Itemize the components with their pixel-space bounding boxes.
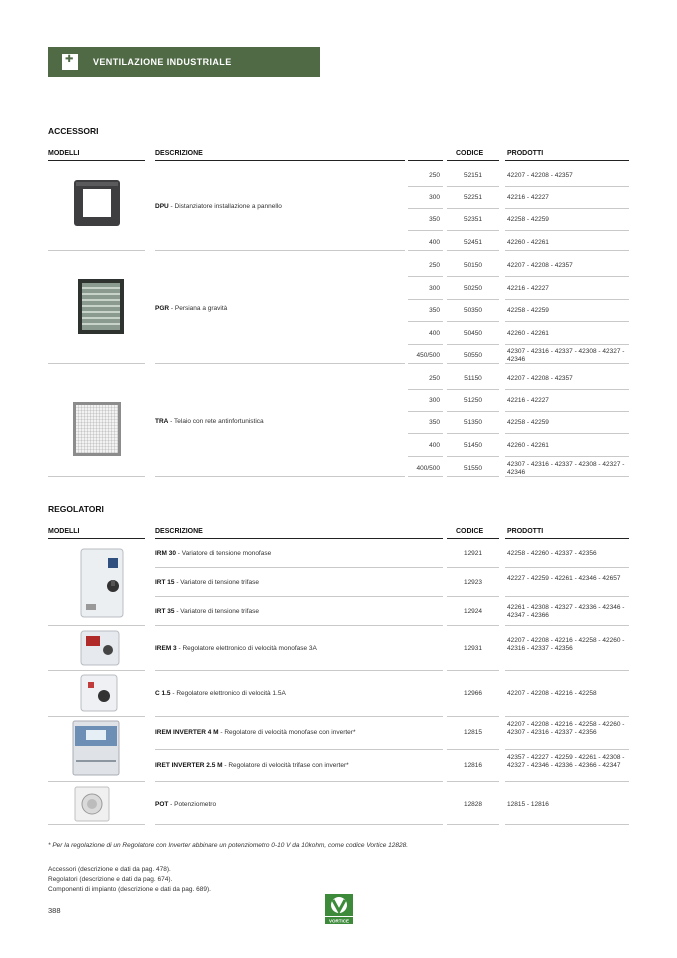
regolatore-name: IREM 3	[155, 645, 177, 652]
reg-col-codice: CODICE	[456, 528, 484, 535]
acc-col-modelli: MODELLI	[48, 150, 80, 157]
prodotti-cell: 42207 - 42208 - 42357	[507, 375, 573, 382]
codice-cell: 51250	[463, 397, 483, 404]
prodotti-cell: 42216 - 42227	[507, 194, 549, 201]
acc-desc-dpu: DPU - Distanziatore installazione a pannello	[155, 203, 282, 210]
size-cell: 350	[429, 216, 440, 223]
row-separator	[155, 596, 443, 597]
row-separator	[155, 781, 443, 782]
size-cell: 400/500	[416, 465, 440, 472]
regolatore-name: IRET INVERTER 2.5 M	[155, 762, 223, 769]
row-separator	[155, 670, 443, 671]
row-separator	[505, 186, 629, 187]
image-separator	[48, 670, 145, 671]
row-separator	[408, 299, 443, 300]
fan-category-icon	[62, 54, 78, 70]
regolatore-desc: - Variatore di tensione trifase	[174, 608, 259, 615]
reg-header-rule	[48, 538, 145, 539]
acc-header-rule	[48, 160, 145, 161]
codice-cell: 12816	[463, 762, 483, 769]
codice-cell: 12921	[463, 550, 483, 557]
prodotti-cell: 42207 - 42208 - 42216 - 42258 - 42260 - 42316 - 42337 - 42356	[507, 637, 625, 652]
codice-cell: 12815	[463, 729, 483, 736]
reg-col-prodotti: PRODOTTI	[507, 528, 544, 535]
row-separator	[447, 321, 499, 322]
regolatore-description	[155, 729, 445, 737]
prodotti-cell: 42307 - 42316 - 42337 - 42308 - 42327 - 42346	[507, 461, 625, 476]
inverter-footnote: * Per la regolazione di un Regolatore con Inverter abbinare un potenziometro 0-10 V da 10kohm, come codice Vortice 12828.	[48, 842, 409, 849]
row-separator	[447, 208, 499, 209]
row-separator	[408, 208, 443, 209]
accessori-title: ACCESSORI	[48, 126, 99, 136]
ref-regolatori: Regolatori (descrizione e dati da pag. 674).	[48, 876, 173, 883]
row-separator	[505, 625, 629, 626]
row-separator	[505, 456, 629, 457]
row-separator	[447, 276, 499, 277]
row-separator	[505, 781, 629, 782]
pgr-shutter-image	[77, 278, 125, 335]
image-separator	[48, 781, 145, 782]
codice-cell: 50350	[463, 307, 483, 314]
prodotti-cell: 42227 - 42259 - 42261 - 42346 - 42657	[507, 575, 621, 582]
regolatore-name: IRM 30	[155, 550, 176, 557]
regolatore-description	[155, 762, 445, 770]
group-separator	[155, 250, 405, 251]
acc-header-rule	[447, 160, 499, 161]
regolatore-desc: - Regolatore elettronico di velocità monofase 3A	[176, 645, 317, 652]
row-separator	[447, 596, 499, 597]
prodotti-cell: 42207 - 42208 - 42216 - 42258 - 42260 - 42307 - 42316 - 42337 - 42356	[507, 721, 625, 736]
acc-col-prodotti: PRODOTTI	[507, 150, 544, 157]
irem3-regulator-image	[80, 630, 120, 666]
row-separator	[447, 567, 499, 568]
row-separator	[505, 389, 629, 390]
regolatore-desc: - Regolatore elettronico di velocità 1.5A	[170, 690, 286, 697]
prodotti-cell: 42261 - 42308 - 42327 - 42336 - 42346 - 42347 - 42366	[507, 604, 625, 619]
row-separator	[447, 670, 499, 671]
regolatore-name: IRT 35	[155, 608, 175, 615]
size-cell: 300	[429, 397, 440, 404]
row-separator	[408, 276, 443, 277]
prodotti-cell: 42258 - 42260 - 42337 - 42356	[507, 550, 597, 557]
dpu-spacer-image	[72, 178, 122, 228]
codice-cell: 52451	[463, 239, 483, 246]
regolatore-description	[155, 645, 445, 653]
ref-componenti: Componenti di impianto (descrizione e dati da pag. 689).	[48, 886, 211, 893]
row-separator	[447, 389, 499, 390]
row-separator	[505, 567, 629, 568]
vortice-logo	[325, 894, 353, 924]
group-separator	[408, 476, 443, 477]
row-separator	[505, 344, 629, 345]
row-separator	[408, 321, 443, 322]
size-cell: 350	[429, 307, 440, 314]
codice-cell: 12931	[463, 645, 483, 652]
row-separator	[505, 824, 629, 825]
row-separator	[155, 716, 443, 717]
row-separator	[155, 824, 443, 825]
irm-irt-regulator-image	[80, 548, 124, 618]
codice-cell: 52351	[463, 216, 483, 223]
prodotti-cell: 42307 - 42316 - 42337 - 42308 - 42327 - 42346	[507, 348, 625, 363]
size-cell: 400	[429, 239, 440, 246]
group-separator	[155, 476, 405, 477]
regolatore-desc: - Regolatore di velocità trifase con inverter*	[222, 762, 349, 769]
acc-desc-pgr: PGR - Persiana a gravità	[155, 305, 228, 312]
codice-cell: 51150	[464, 375, 482, 382]
acc-col-descrizione: DESCRIZIONE	[155, 150, 203, 157]
codice-cell: 12924	[463, 608, 483, 615]
row-separator	[505, 321, 629, 322]
acc-header-rule	[155, 160, 405, 161]
regolatore-desc: - Variatore di tensione monofase	[175, 550, 272, 557]
regolatore-description	[155, 579, 445, 587]
image-separator	[48, 716, 145, 717]
row-separator	[155, 625, 443, 626]
row-separator	[505, 299, 629, 300]
banner-title: VENTILAZIONE INDUSTRIALE	[93, 57, 232, 67]
inverter-regulator-image	[72, 720, 120, 776]
row-separator	[447, 411, 499, 412]
row-separator	[447, 781, 499, 782]
acc-header-rule	[408, 160, 443, 161]
group-separator	[155, 363, 405, 364]
row-separator	[155, 567, 443, 568]
regolatore-name: POT	[155, 801, 169, 808]
regolatore-desc: - Variatore di tensione trifase	[174, 579, 259, 586]
prodotti-cell: 42207 - 42208 - 42357	[507, 172, 573, 179]
acc-desc-tra: TRA - Telaio con rete antinfortunistica	[155, 418, 264, 425]
size-cell: 250	[429, 375, 440, 382]
regolatore-desc: - Regolatore di velocità monofase con inverter*	[218, 729, 356, 736]
row-separator	[408, 186, 443, 187]
row-separator	[447, 625, 499, 626]
regolatore-name: C 1.5	[155, 690, 171, 697]
row-separator	[505, 276, 629, 277]
codice-cell: 12923	[463, 579, 483, 586]
regolatore-description	[155, 801, 445, 809]
prodotti-cell: 42357 - 42227 - 42259 - 42261 - 42308 - 42327 - 42346 - 42336 - 42366 - 42347	[507, 754, 625, 769]
size-cell: 350	[429, 419, 440, 426]
row-separator	[408, 344, 443, 345]
codice-cell: 51450	[463, 442, 483, 449]
prodotti-cell: 42216 - 42227	[507, 397, 549, 404]
acc-header-rule	[505, 160, 629, 161]
group-separator	[505, 363, 629, 364]
row-separator	[447, 824, 499, 825]
size-cell: 300	[429, 194, 440, 201]
size-cell: 400	[429, 442, 440, 449]
size-cell: 300	[429, 285, 440, 292]
prodotti-cell: 12815 - 12816	[507, 801, 549, 808]
row-separator	[447, 344, 499, 345]
reg-col-modelli: MODELLI	[48, 528, 80, 535]
prodotti-cell: 42260 - 42261	[507, 239, 549, 246]
reg-header-rule	[155, 538, 443, 539]
row-separator	[408, 230, 443, 231]
image-separator	[48, 824, 145, 825]
regolatore-description	[155, 550, 445, 558]
group-separator	[447, 476, 499, 477]
size-cell: 400	[429, 330, 440, 337]
group-separator	[505, 476, 629, 477]
size-cell: 250	[429, 262, 440, 269]
row-separator	[447, 716, 499, 717]
group-separator	[48, 476, 145, 477]
prodotti-cell: 42207 - 42208 - 42216 - 42258	[507, 690, 597, 697]
codice-cell: 50250	[463, 285, 483, 292]
row-separator	[447, 186, 499, 187]
row-separator	[447, 299, 499, 300]
row-separator	[505, 230, 629, 231]
row-separator	[447, 230, 499, 231]
regolatore-desc: - Potenziometro	[168, 801, 217, 808]
regolatore-description	[155, 690, 445, 698]
row-separator	[505, 411, 629, 412]
codice-cell: 52151	[463, 172, 483, 179]
row-separator	[505, 208, 629, 209]
reg-header-rule	[505, 538, 629, 539]
codice-cell: 51350	[463, 419, 483, 426]
group-separator	[447, 250, 499, 251]
page-number: 388	[48, 906, 61, 915]
prodotti-cell: 42258 - 42259	[507, 307, 549, 314]
prodotti-cell: 42207 - 42208 - 42357	[507, 262, 573, 269]
section-banner	[48, 47, 320, 77]
row-separator	[505, 596, 629, 597]
regolatore-name: IRT 15	[155, 579, 175, 586]
ref-accessori: Accessori (descrizione e dati da pag. 478).	[48, 866, 171, 873]
prodotti-cell: 42258 - 42259	[507, 419, 549, 426]
row-separator	[447, 433, 499, 434]
size-cell: 250	[429, 172, 440, 179]
prodotti-cell: 42258 - 42259	[507, 216, 549, 223]
codice-cell: 51550	[463, 465, 483, 472]
prodotti-cell: 42216 - 42227	[507, 285, 549, 292]
codice-cell: 12966	[463, 690, 483, 697]
reg-header-rule	[447, 538, 499, 539]
group-separator	[447, 363, 499, 364]
row-separator	[505, 433, 629, 434]
prodotti-cell: 42260 - 42261	[507, 330, 549, 337]
svg-text:VORTICE: VORTICE	[328, 918, 350, 924]
row-separator	[408, 456, 443, 457]
row-separator	[505, 716, 629, 717]
group-separator	[408, 250, 443, 251]
row-separator	[408, 389, 443, 390]
group-separator	[408, 363, 443, 364]
tra-grid-frame-image	[72, 401, 122, 457]
group-separator	[505, 250, 629, 251]
codice-cell: 50550	[463, 352, 483, 359]
regolatori-title: REGOLATORI	[48, 504, 104, 514]
codice-cell: 50150	[463, 262, 483, 269]
pot-potentiometer-image	[74, 786, 110, 822]
row-separator	[447, 749, 499, 750]
size-cell: 450/500	[416, 352, 440, 359]
reg-col-descrizione: DESCRIZIONE	[155, 528, 203, 535]
regolatore-description	[155, 608, 445, 616]
c15-regulator-image	[80, 674, 118, 712]
group-separator	[48, 250, 145, 251]
row-separator	[447, 456, 499, 457]
acc-col-codice: CODICE	[456, 150, 484, 157]
codice-cell: 50450	[463, 330, 483, 337]
row-separator	[505, 670, 629, 671]
image-separator	[48, 625, 145, 626]
regolatore-name: IREM INVERTER 4 M	[155, 729, 219, 736]
codice-cell: 12828	[463, 801, 483, 808]
prodotti-cell: 42260 - 42261	[507, 442, 549, 449]
row-separator	[408, 433, 443, 434]
row-separator	[505, 749, 629, 750]
group-separator	[48, 363, 145, 364]
row-separator	[408, 411, 443, 412]
row-separator	[155, 749, 443, 750]
codice-cell: 52251	[463, 194, 483, 201]
